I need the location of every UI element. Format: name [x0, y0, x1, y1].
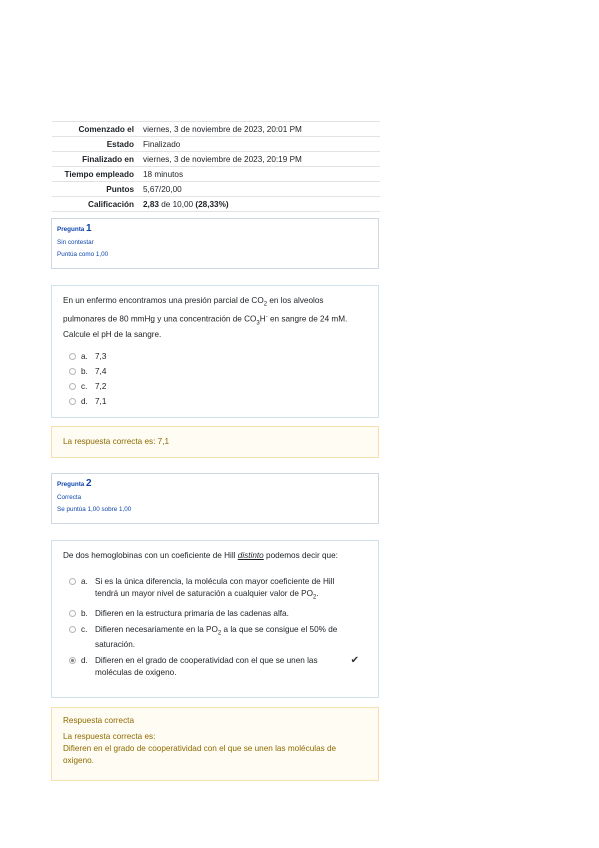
summary-value: Finalizado [143, 139, 181, 149]
feedback-status: Respuesta correcta [63, 716, 134, 725]
summary-label: Estado [106, 139, 134, 149]
summary-label: Comenzado el [78, 124, 134, 134]
summary-value: viernes, 3 de noviembre de 2023, 20:01 PM [143, 124, 302, 134]
option-text: 7,3 [95, 352, 107, 362]
question-state: Correcta [57, 494, 82, 501]
option-text [95, 576, 367, 604]
option-text: 7,2 [95, 382, 107, 392]
correct-answer-label: La respuesta correcta es: [63, 732, 156, 741]
emphasized-word: distinto [237, 551, 264, 560]
answer-option[interactable] [63, 366, 367, 378]
answer-option[interactable] [63, 351, 367, 363]
answer-option[interactable] [63, 381, 367, 393]
question-number [57, 223, 373, 234]
summary-value: 18 minutos [143, 169, 184, 179]
summary-row [52, 122, 380, 137]
summary-row [52, 182, 380, 197]
answer-option[interactable] [63, 576, 367, 604]
subscript: 2 [217, 630, 222, 637]
summary-label: Tiempo empleado [64, 169, 134, 179]
checkmark-icon: ✔ [350, 655, 359, 667]
option-letter: b. [81, 367, 88, 377]
summary-row [52, 152, 380, 167]
subscript: 3 [256, 320, 260, 327]
correct-answer-text: La respuesta correcta es: 7,1 [63, 437, 170, 446]
option-letter: c. [81, 624, 88, 634]
question-text-part: De dos hemoglobinas con un coeficiente de Hill [63, 551, 238, 560]
answer-options [63, 576, 367, 679]
grade-of: de 10,00 [158, 199, 196, 209]
option-text-part: a la que se consigue el 50% de saturación. [95, 624, 338, 650]
radio-button-selected[interactable] [69, 657, 76, 664]
question-1-feedback [51, 426, 379, 458]
summary-value: viernes, 3 de noviembre de 2023, 20:19 PM [143, 154, 302, 164]
question-number-value: 2 [86, 478, 92, 489]
question-1-info [51, 218, 379, 269]
radio-button[interactable] [69, 578, 76, 585]
question-2-content [51, 540, 379, 698]
superscript: - [265, 313, 268, 320]
option-text: 7,1 [95, 397, 107, 407]
summary-row [52, 167, 380, 182]
answer-option-selected[interactable] [63, 655, 367, 679]
option-text: Difieren en la estructura primaria de las cadenas alfa. [95, 608, 289, 618]
subscript: 2 [313, 594, 317, 601]
radio-button[interactable] [69, 368, 76, 375]
radio-button[interactable] [69, 353, 76, 360]
option-text: 7,4 [95, 367, 107, 377]
question-state: Sin contestar [57, 239, 94, 246]
answer-option[interactable] [63, 608, 367, 620]
question-number [57, 478, 373, 489]
option-letter: d. [81, 397, 88, 407]
option-letter: a. [81, 352, 88, 362]
radio-button[interactable] [69, 398, 76, 405]
radio-button[interactable] [69, 610, 76, 617]
question-text-part: en los alveolos pulmonares de 80 mmHg y una concentración de CO [63, 296, 324, 324]
question-text [63, 295, 367, 341]
option-text [95, 624, 367, 652]
option-letter: d. [81, 656, 88, 666]
attempt-summary-table [52, 121, 380, 212]
option-letter: b. [81, 608, 88, 618]
answer-options [63, 351, 367, 408]
question-prefix: Pregunta [57, 481, 85, 488]
question-marks: Puntúa como 1,00 [57, 251, 109, 258]
radio-button[interactable] [69, 626, 76, 633]
question-text-part: en sangre de 24 mM. Calcule el pH de la sangre. [63, 314, 348, 340]
grade-value [140, 197, 380, 212]
question-text-part: H [259, 314, 266, 324]
question-prefix: Pregunta [57, 226, 85, 233]
radio-button[interactable] [69, 383, 76, 390]
summary-label: Puntos [106, 184, 134, 194]
correct-answer-text: Difieren en el grado de cooperatividad con el que se unen las moléculas de oxigeno. [63, 744, 337, 765]
grade-percent: (28,33%) [195, 199, 229, 209]
subscript: 2 [263, 301, 268, 308]
question-marks: Se puntúa 1,00 sobre 1,00 [57, 506, 132, 513]
question-text-part: podemos decir que: [263, 551, 338, 560]
summary-label: Calificación [88, 199, 134, 209]
question-2-feedback [51, 707, 379, 781]
option-letter: a. [81, 577, 88, 586]
summary-row-grade [52, 197, 380, 212]
answer-option[interactable] [63, 396, 367, 408]
option-text-part: Difieren necesariamente en la PO [95, 624, 218, 634]
option-letter: c. [81, 382, 88, 392]
summary-label: Finalizado en [82, 154, 134, 164]
question-2-info [51, 473, 379, 524]
option-text: Difieren en el grado de cooperatividad con el que se unen las moléculas de oxigeno. [95, 656, 318, 678]
question-1-content [51, 285, 379, 418]
grade-score: 2,83 [143, 199, 159, 209]
question-text [63, 550, 367, 562]
answer-option[interactable] [63, 624, 367, 652]
summary-value: 5,67/20,00 [143, 184, 182, 194]
summary-row [52, 137, 380, 152]
option-text-part: . [316, 589, 319, 598]
question-text-part: En un enfermo encontramos una presión parcial de CO [63, 296, 264, 305]
question-number-value: 1 [86, 223, 92, 234]
option-text-part: Si es la única diferencia, la molécula con mayor coeficiente de Hill tendrá un mayor nivel de saturación a cualquier valor de PO [95, 577, 335, 598]
